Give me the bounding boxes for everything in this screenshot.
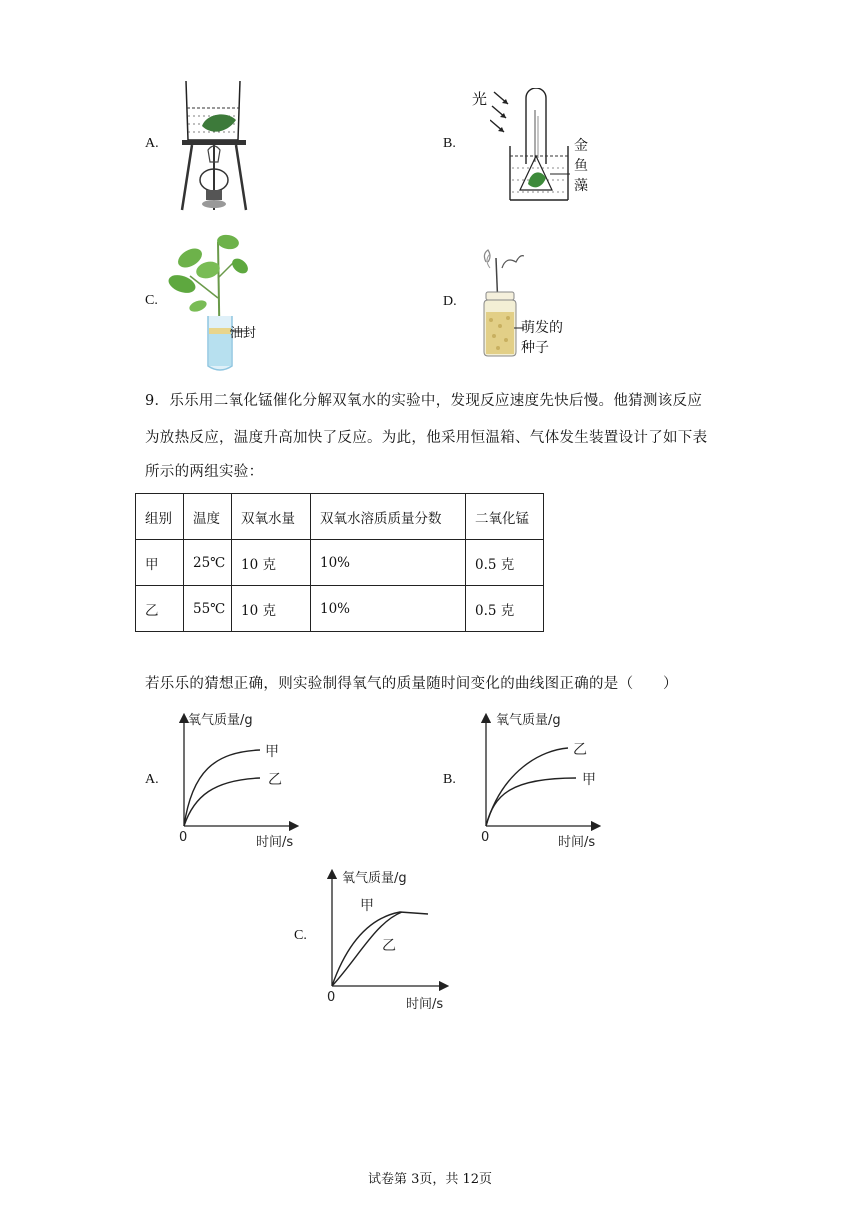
- series-yi-label: 乙: [268, 772, 282, 788]
- x-axis-label: 时间/s: [558, 835, 596, 850]
- table-header-cell: 二氧化锰: [466, 494, 544, 540]
- graph-b: [472, 700, 622, 850]
- plant-name-label: 金 鱼 藻: [574, 138, 588, 194]
- series-yi-label: 乙: [382, 938, 396, 954]
- question-9-text-line-1: 9．乐乐用二氧化锰催化分解双氧水的实验中，发现反应速度先快后慢。他猜测该反应: [145, 393, 703, 409]
- curve-jia: [486, 778, 576, 826]
- table-cell: 25℃: [184, 540, 232, 586]
- table-cell: 10%: [311, 586, 466, 632]
- graph-a: [170, 700, 320, 850]
- table-cell: 55℃: [184, 586, 232, 632]
- series-yi-label: 乙: [573, 742, 587, 758]
- graph-c-label[interactable]: C.: [294, 928, 307, 943]
- series-jia-label: 甲: [582, 772, 596, 788]
- table-row: [136, 586, 544, 632]
- curve-yi: [486, 748, 568, 826]
- origin-label: 0: [481, 830, 490, 845]
- curve-jia: [184, 750, 260, 826]
- plant-in-tube-illustration: [168, 228, 248, 374]
- origin-label: 0: [179, 830, 188, 845]
- graph-c: [318, 862, 468, 1012]
- graph-b-label[interactable]: B.: [443, 772, 456, 787]
- beaker-heating-illustration: [178, 76, 250, 214]
- curve-jia: [332, 912, 428, 986]
- question-9-prompt: 若乐乐的猜想正确，则实验制得氧气的质量随时间变化的曲线图正确的是（ ）: [145, 676, 678, 692]
- y-axis-label: 氧气质量/g: [496, 713, 561, 728]
- test-tube-aquatic-plant-illustration: [490, 88, 570, 204]
- page-footer: 试卷第 3页，共 12页: [367, 1172, 493, 1187]
- jar-germinating-seeds-illustration: [476, 248, 524, 358]
- light-label: 光: [472, 90, 488, 108]
- graph-a-label[interactable]: A.: [145, 772, 159, 787]
- table-cell: 10 克: [232, 586, 311, 632]
- origin-label: 0: [327, 990, 336, 1005]
- table-cell: 0.5 克: [466, 540, 544, 586]
- table-header-cell: 温度: [184, 494, 232, 540]
- table-cell: 10%: [311, 540, 466, 586]
- series-jia-label: 甲: [265, 744, 279, 760]
- table-header-cell: 组别: [136, 494, 184, 540]
- table-header-row: [136, 494, 544, 540]
- table-row: [136, 540, 544, 586]
- option-d-label[interactable]: D.: [443, 294, 457, 309]
- series-jia-label: 甲: [360, 898, 374, 914]
- table-cell: 0.5 克: [466, 586, 544, 632]
- option-c-label[interactable]: C.: [145, 293, 158, 308]
- y-axis-label: 氧气质量/g: [188, 713, 253, 728]
- table-cell: 甲: [136, 540, 184, 586]
- y-axis-label: 氧气质量/g: [342, 871, 407, 886]
- option-a-label[interactable]: A.: [145, 136, 159, 151]
- x-axis-label: 时间/s: [406, 997, 444, 1012]
- oil-seal-label: 油封: [230, 326, 257, 341]
- table-header-cell: 双氧水溶质质量分数: [311, 494, 466, 540]
- table-header-cell: 双氧水量: [232, 494, 311, 540]
- question-9-text-line-3: 所示的两组实验：: [145, 464, 264, 480]
- question-9-text-line-2: 为放热反应，温度升高加快了反应。为此，他采用恒温箱、气体发生装置设计了如下表: [145, 430, 708, 446]
- option-b-label[interactable]: B.: [443, 136, 456, 151]
- x-axis-label: 时间/s: [256, 835, 294, 850]
- table-cell: 乙: [136, 586, 184, 632]
- table-cell: 10 克: [232, 540, 311, 586]
- germinating-seeds-label: 萌发的 种子: [521, 320, 563, 356]
- experiment-table: [135, 493, 544, 632]
